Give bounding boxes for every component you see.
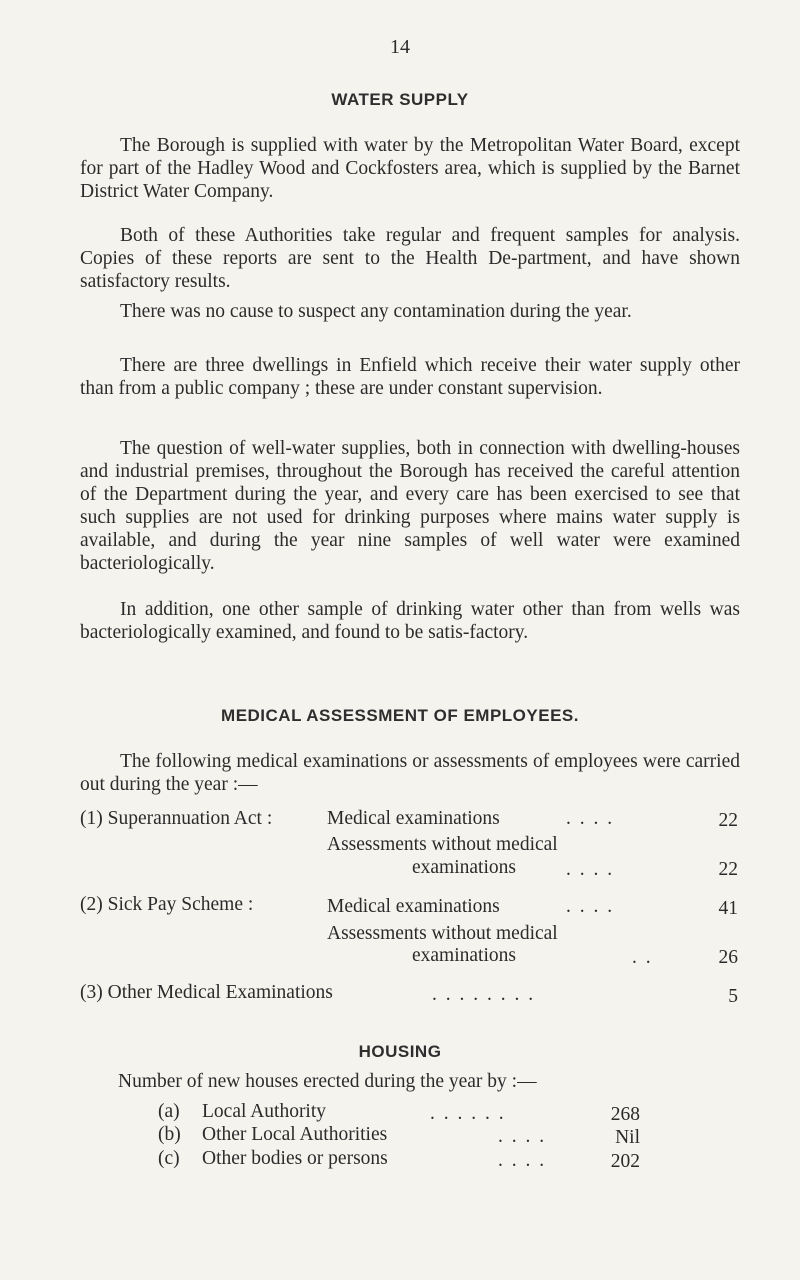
- housing-row-letter: (b): [158, 1124, 181, 1145]
- housing-row-letter: (c): [158, 1148, 180, 1169]
- leader-dots: . . . . . . . .: [432, 984, 536, 1005]
- water-paragraph-4: There are three dwellings in Enfield which receive their water supply other than from a public company ; these are under constant supervision.: [80, 355, 740, 399]
- medical-assessment-heading: MEDICAL ASSESSMENT OF EMPLOYEES.: [221, 706, 579, 725]
- section-3-value: 5: [728, 986, 738, 1007]
- section-1-assessment-label-2: examinations: [412, 857, 516, 878]
- water-paragraph-2: Both of these Authorities take regular and frequent samples for analysis. Copies of these reports are sent to the Health De-partment, and have shown satisfactory results.: [80, 225, 740, 292]
- water-paragraph-5: The question of well-water supplies, both in connection with dwelling-houses and industrial premises, throughout the Borough has received the careful attention of the Department during the year, and every care has been exercised to see that such supplies are not used for drinking purposes where mains water supply is available, and during the year nine samples of well water were examined bacteriologically.: [80, 438, 740, 574]
- housing-intro: Number of new houses erected during the year by :—: [118, 1071, 537, 1092]
- water-supply-heading: WATER SUPPLY: [331, 90, 469, 109]
- section-3-label: (3) Other Medical Examinations: [80, 982, 333, 1003]
- section-1-assessment-value: 22: [718, 859, 738, 880]
- housing-row-value: 202: [610, 1151, 640, 1172]
- section-1-medical-value: 22: [718, 810, 738, 831]
- housing-row-value: Nil: [615, 1127, 640, 1148]
- water-paragraph-3: There was no cause to suspect any contamination during the year.: [120, 301, 632, 322]
- section-2-medical-label: Medical examinations: [327, 896, 500, 917]
- section-2-assessment-label-2: examinations: [412, 945, 516, 966]
- housing-row-label: Other Local Authorities: [202, 1124, 388, 1145]
- section-1-label: (1) Superannuation Act :: [80, 808, 273, 829]
- section-2-assessment-label: Assessments without medical: [327, 923, 558, 944]
- housing-heading: HOUSING: [358, 1042, 442, 1061]
- medical-intro: The following medical examinations or assessments of employees were carried out during the year :—: [80, 751, 740, 795]
- section-2-label: (2) Sick Pay Scheme :: [80, 894, 254, 915]
- leader-dots: . .: [632, 947, 653, 968]
- section-2-medical-value: 41: [718, 898, 738, 919]
- leader-dots: . . . .: [498, 1126, 547, 1147]
- water-paragraph-1: The Borough is supplied with water by the Metropolitan Water Board, except for part of the Hadley Wood and Cockfosters area, which is supplied by the Barnet District Water Company.: [80, 135, 740, 202]
- leader-dots: . . . .: [498, 1150, 547, 1171]
- leader-dots: . . . .: [566, 808, 615, 829]
- section-1-assessment-label: Assessments without medical: [327, 834, 558, 855]
- section-2-assessment-value: 26: [718, 947, 738, 968]
- housing-row-label: Local Authority: [202, 1101, 327, 1122]
- leader-dots: . . . .: [566, 896, 615, 917]
- leader-dots: . . . .: [566, 859, 615, 880]
- leader-dots: . . . . . .: [430, 1103, 506, 1124]
- section-1-medical-label: Medical examinations: [327, 808, 500, 829]
- housing-row-letter: (a): [158, 1101, 180, 1122]
- page-number: 14: [390, 36, 410, 58]
- water-paragraph-6: In addition, one other sample of drinking water other than from wells was bacteriologically examined, and found to be satis-factory.: [80, 599, 740, 643]
- housing-row-label: Other bodies or persons: [202, 1148, 388, 1169]
- housing-row-value: 268: [610, 1104, 640, 1125]
